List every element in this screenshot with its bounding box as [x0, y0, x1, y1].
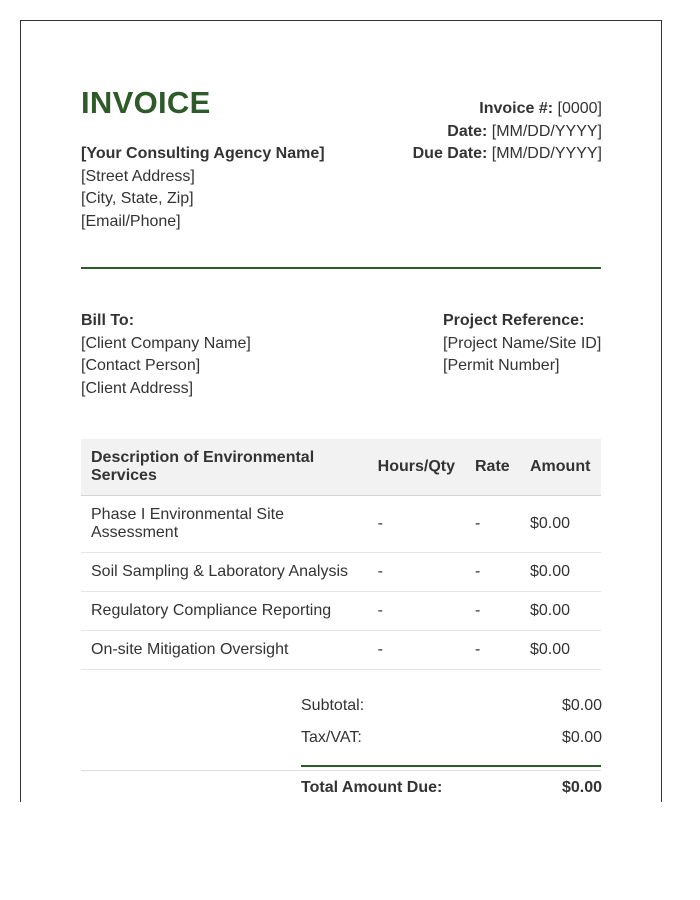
row-hours: -: [368, 496, 465, 553]
agency-street: [Street Address]: [81, 167, 195, 185]
invoice-page: [20, 20, 662, 802]
column-header-rate: Rate: [465, 439, 520, 496]
row-amount: $0.00: [520, 496, 601, 553]
subtotal-label: Subtotal:: [301, 697, 365, 714]
total-divider: [301, 765, 601, 767]
client-contact: [Contact Person]: [81, 357, 201, 374]
column-header-amount: Amount: [520, 439, 601, 496]
table-row: [81, 631, 601, 670]
invoice-date-label: Date:: [447, 122, 488, 140]
project-name: [Project Name/Site ID]: [443, 334, 602, 352]
project-reference-label: Project Reference:: [443, 312, 585, 329]
project-reference-block: [443, 310, 601, 378]
row-description: On-site Mitigation Oversight: [81, 631, 368, 670]
row-amount: $0.00: [520, 631, 601, 670]
client-company: [Client Company Name]: [81, 334, 251, 352]
services-table: [81, 439, 601, 670]
row-amount: $0.00: [520, 553, 601, 592]
row-rate: -: [465, 553, 520, 592]
row-rate: -: [465, 631, 520, 670]
row-rate: -: [465, 592, 520, 631]
client-address: [Client Address]: [81, 379, 194, 397]
row-hours: -: [368, 592, 465, 631]
table-row: [81, 592, 601, 631]
row-hours: -: [368, 631, 465, 670]
table-row: [81, 496, 601, 553]
tax-value: $0.00: [561, 729, 602, 746]
column-header-hours: Hours/Qty: [368, 439, 465, 496]
row-hours: -: [368, 553, 465, 592]
totals-separator: [81, 770, 601, 771]
due-date-label: Due Date:: [412, 145, 488, 162]
invoice-number-label: Invoice #:: [479, 100, 554, 117]
row-amount: $0.00: [520, 592, 601, 631]
invoice-date-line: [413, 121, 602, 144]
header-divider: [81, 267, 601, 269]
row-description: Phase I Environmental Site Assessment: [81, 496, 368, 553]
due-date-value: [MM/DD/YYYY]: [487, 145, 602, 162]
total-due-value: $0.00: [561, 779, 602, 796]
invoice-date-value: [MM/DD/YYYY]: [487, 122, 602, 140]
bill-to-block: [81, 310, 251, 400]
row-description: Regulatory Compliance Reporting: [81, 592, 368, 631]
row-description: Soil Sampling & Laboratory Analysis: [81, 553, 368, 592]
subtotal-value: $0.00: [561, 697, 602, 714]
permit-number: [Permit Number]: [443, 357, 560, 374]
due-date-line: [413, 143, 602, 166]
agency-contact: [Email/Phone]: [81, 212, 181, 230]
table-row: [81, 553, 601, 592]
column-header-description: Description of Environmental Services: [81, 439, 368, 496]
services-table-header: [81, 439, 601, 496]
row-rate: -: [465, 496, 520, 553]
agency-name: [Your Consulting Agency Name]: [81, 145, 325, 162]
invoice-number-line: [413, 98, 602, 121]
invoice-meta: [413, 98, 602, 166]
tax-label: Tax/VAT:: [301, 729, 362, 746]
invoice-number-value: [0000]: [553, 100, 602, 117]
invoice-title: INVOICE: [81, 85, 211, 120]
agency-block: [81, 143, 325, 233]
total-due-label: Total Amount Due:: [301, 779, 443, 796]
bill-to-label: Bill To:: [81, 312, 135, 329]
agency-city: [City, State, Zip]: [81, 190, 194, 207]
